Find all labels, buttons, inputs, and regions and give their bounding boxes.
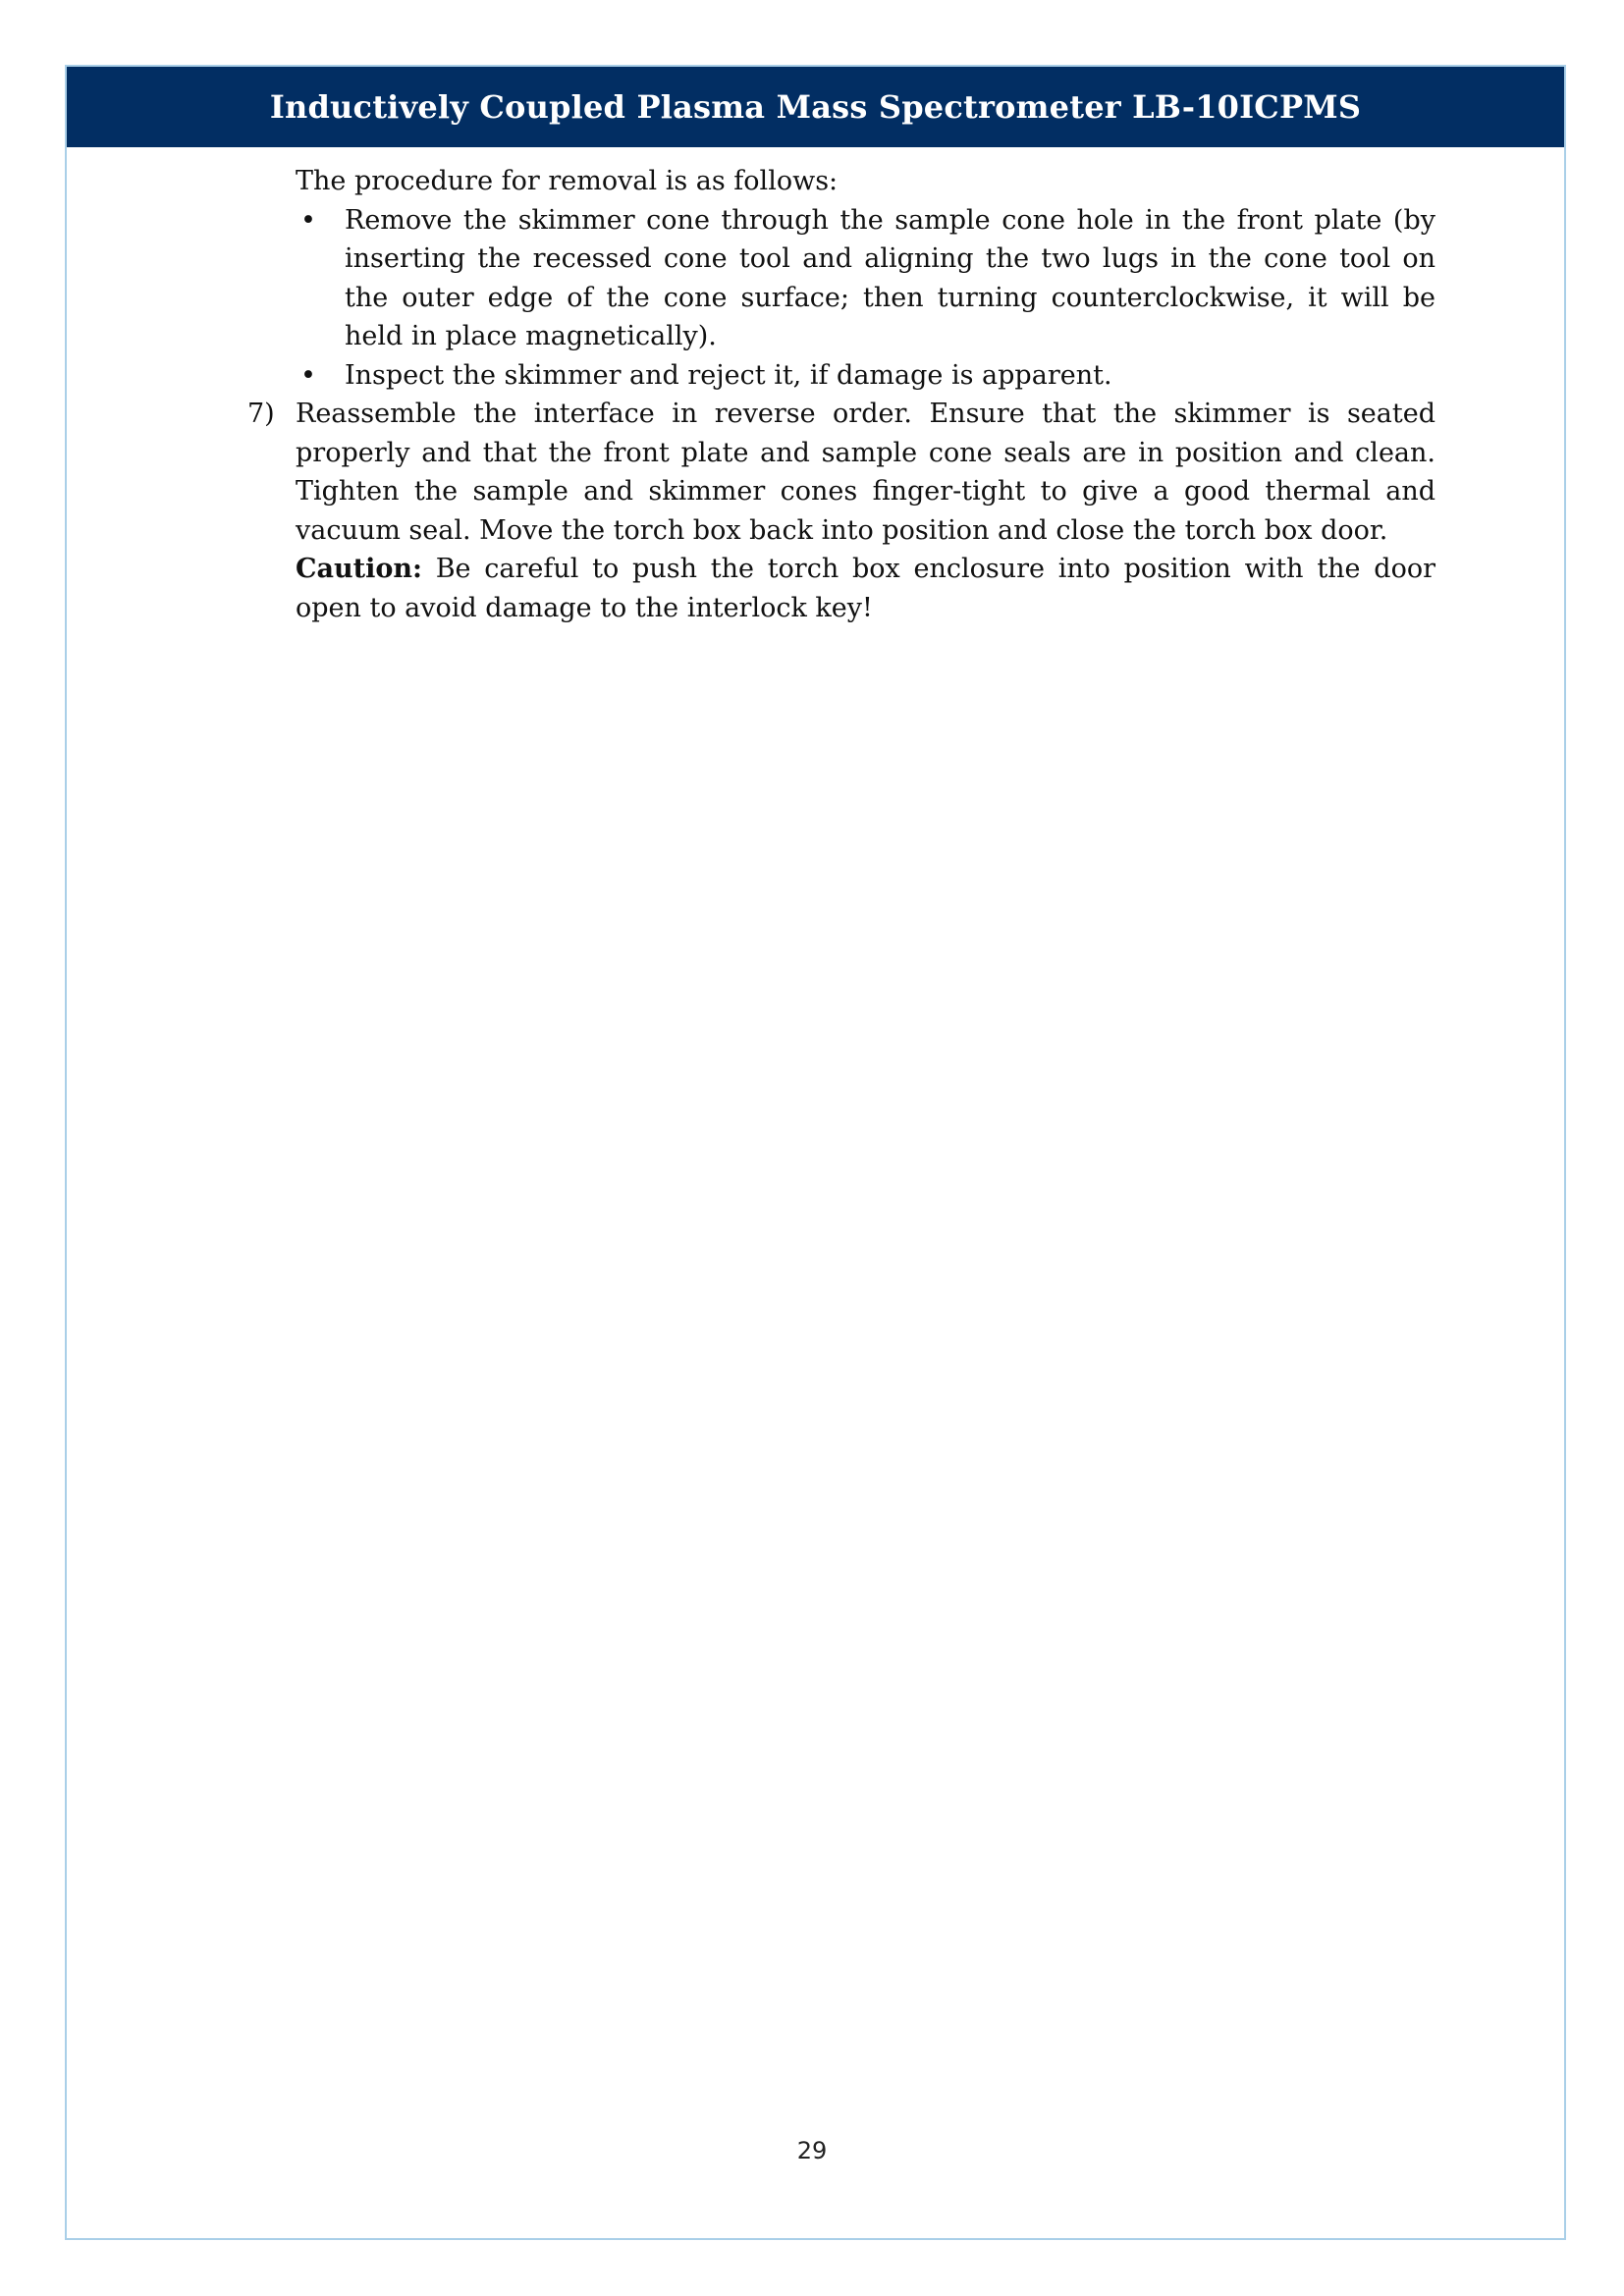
removal-procedure-list: [231, 201, 1435, 396]
intro-paragraph: The procedure for removal is as follows:: [296, 166, 839, 196]
bullet-text: Remove the skimmer cone through the sample cone hole in the front plate (by inserting the recessed cone tool and aligning the two lugs in the cone tool on the outer edge of the cone surface; then turning counterclockwise, it will be held in place magnetically).: [345, 204, 1435, 351]
caution-note: [296, 550, 1435, 627]
step-text: Reassemble the interface in reverse order. Ensure that the skimmer is seated properly and that the front plate and sample cone seals are in position and clean. Tighten the sample and skimmer cones finger-tight to give a good thermal and vacuum seal. Move the torch box back into position and close the torch box door.: [296, 399, 1435, 546]
header-banner: [67, 67, 1564, 147]
bullet-icon: •: [300, 204, 316, 236]
caution-label: Caution:: [296, 554, 422, 584]
document-body: [231, 162, 1435, 627]
list-item: [231, 201, 1435, 356]
step-7: [231, 395, 1435, 627]
page-number: 29: [796, 2137, 828, 2164]
bullet-text: Inspect the skimmer and reject it, if damage is apparent.: [345, 359, 1112, 391]
bullet-icon: •: [300, 359, 316, 391]
document-title: Inductively Coupled Plasma Mass Spectrometer LB-10ICPMS: [269, 88, 1362, 126]
step-number: 7): [247, 399, 275, 429]
list-item: [231, 356, 1435, 396]
caution-text: Be careful to push the torch box enclosure into position with the door open to avoid damage to the interlock key!: [296, 554, 1435, 623]
